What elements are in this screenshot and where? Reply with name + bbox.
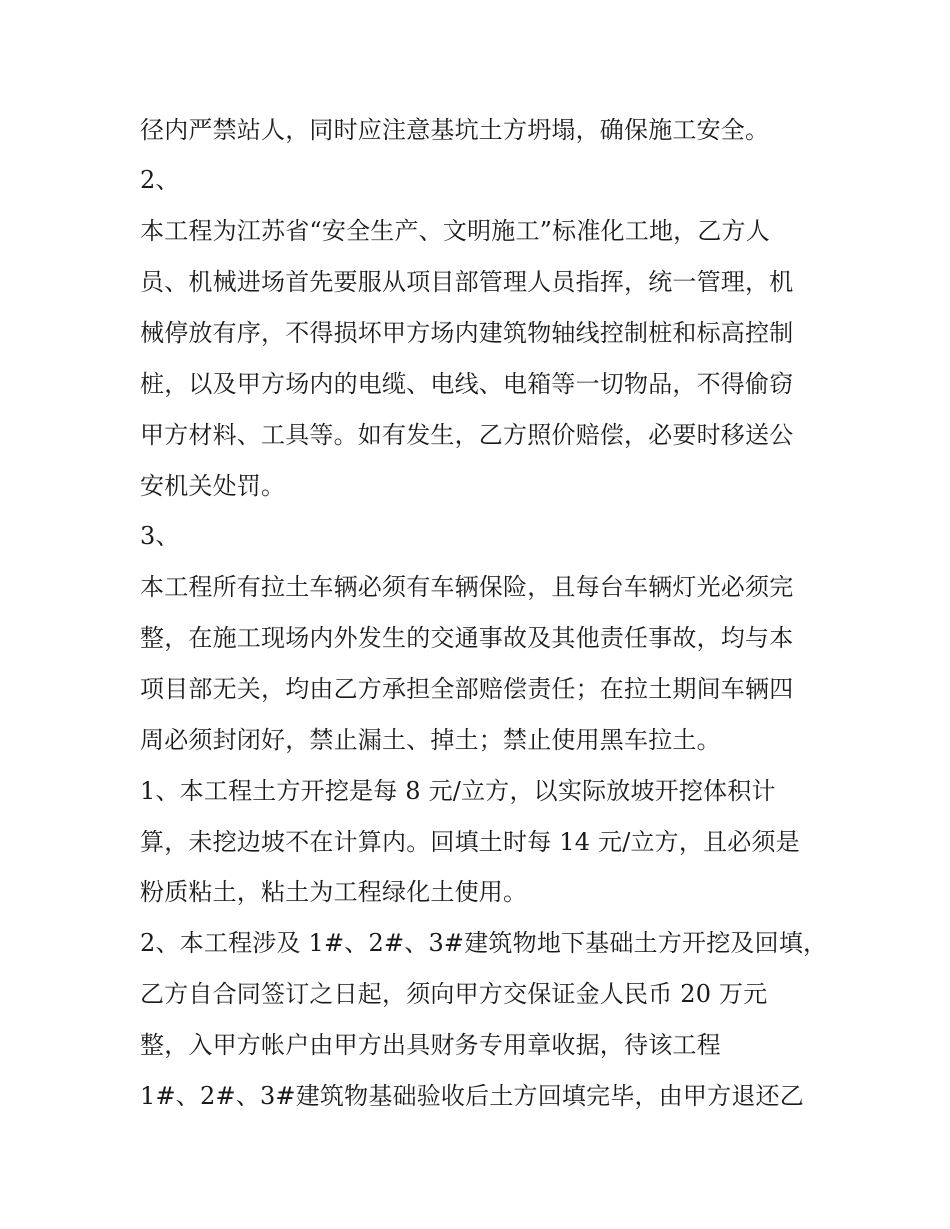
text-line: 算，未挖边坡不在计算内。回填土时每 14 元/立方，且必须是 <box>140 828 800 856</box>
text-line: 安机关处罚。 <box>140 472 286 500</box>
text-line: 1、本工程土方开挖是每 8 元/立方，以实际放坡开挖体积计 <box>140 777 776 805</box>
text-line: 1#、2#、3#建筑物基础验收后土方回填完毕，由甲方退还乙 <box>140 1082 804 1110</box>
text-line: 本工程所有拉土车辆必须有车辆保险，且每台车辆灯光必须完 <box>140 573 794 601</box>
text-line: 械停放有序，不得损坏甲方场内建筑物轴线控制桩和标高控制 <box>140 319 794 347</box>
text-line: 整，在施工现场内外发生的交通事故及其他责任事故，均与本 <box>140 624 794 652</box>
text-line: 粉质粘土，粘土为工程绿化土使用。 <box>140 878 528 906</box>
text-line: 2、本工程涉及 1#、2#、3#建筑物地下基础土方开挖及回填， <box>140 929 828 957</box>
text-line: 员、机械进场首先要服从项目部管理人员指挥，统一管理，机 <box>140 268 794 296</box>
text-line: 项目部无关，均由乙方承担全部赔偿责任；在拉土期间车辆四 <box>140 675 794 703</box>
text-line: 周必须封闭好，禁止漏土、掉土；禁止使用黑车拉土。 <box>140 726 721 754</box>
section-number: 2、 <box>140 166 180 194</box>
text-line: 整，入甲方帐户由甲方出具财务专用章收据，待该工程 <box>140 1031 721 1059</box>
text-line: 本工程为江苏省“安全生产、文明施工”标准化工地，乙方人 <box>140 217 770 245</box>
text-line: 桩，以及甲方场内的电缆、电线、电箱等一切物品，不得偷窃 <box>140 370 794 398</box>
text-line: 乙方自合同签订之日起，须向甲方交保证金人民币 20 万元 <box>140 980 768 1008</box>
text-line: 甲方材料、工具等。如有发生，乙方照价赔偿，必要时移送公 <box>140 421 794 449</box>
text-line: 径内严禁站人，同时应注意基坑土方坍塌，确保施工安全。 <box>140 116 770 144</box>
section-number: 3、 <box>140 522 180 550</box>
